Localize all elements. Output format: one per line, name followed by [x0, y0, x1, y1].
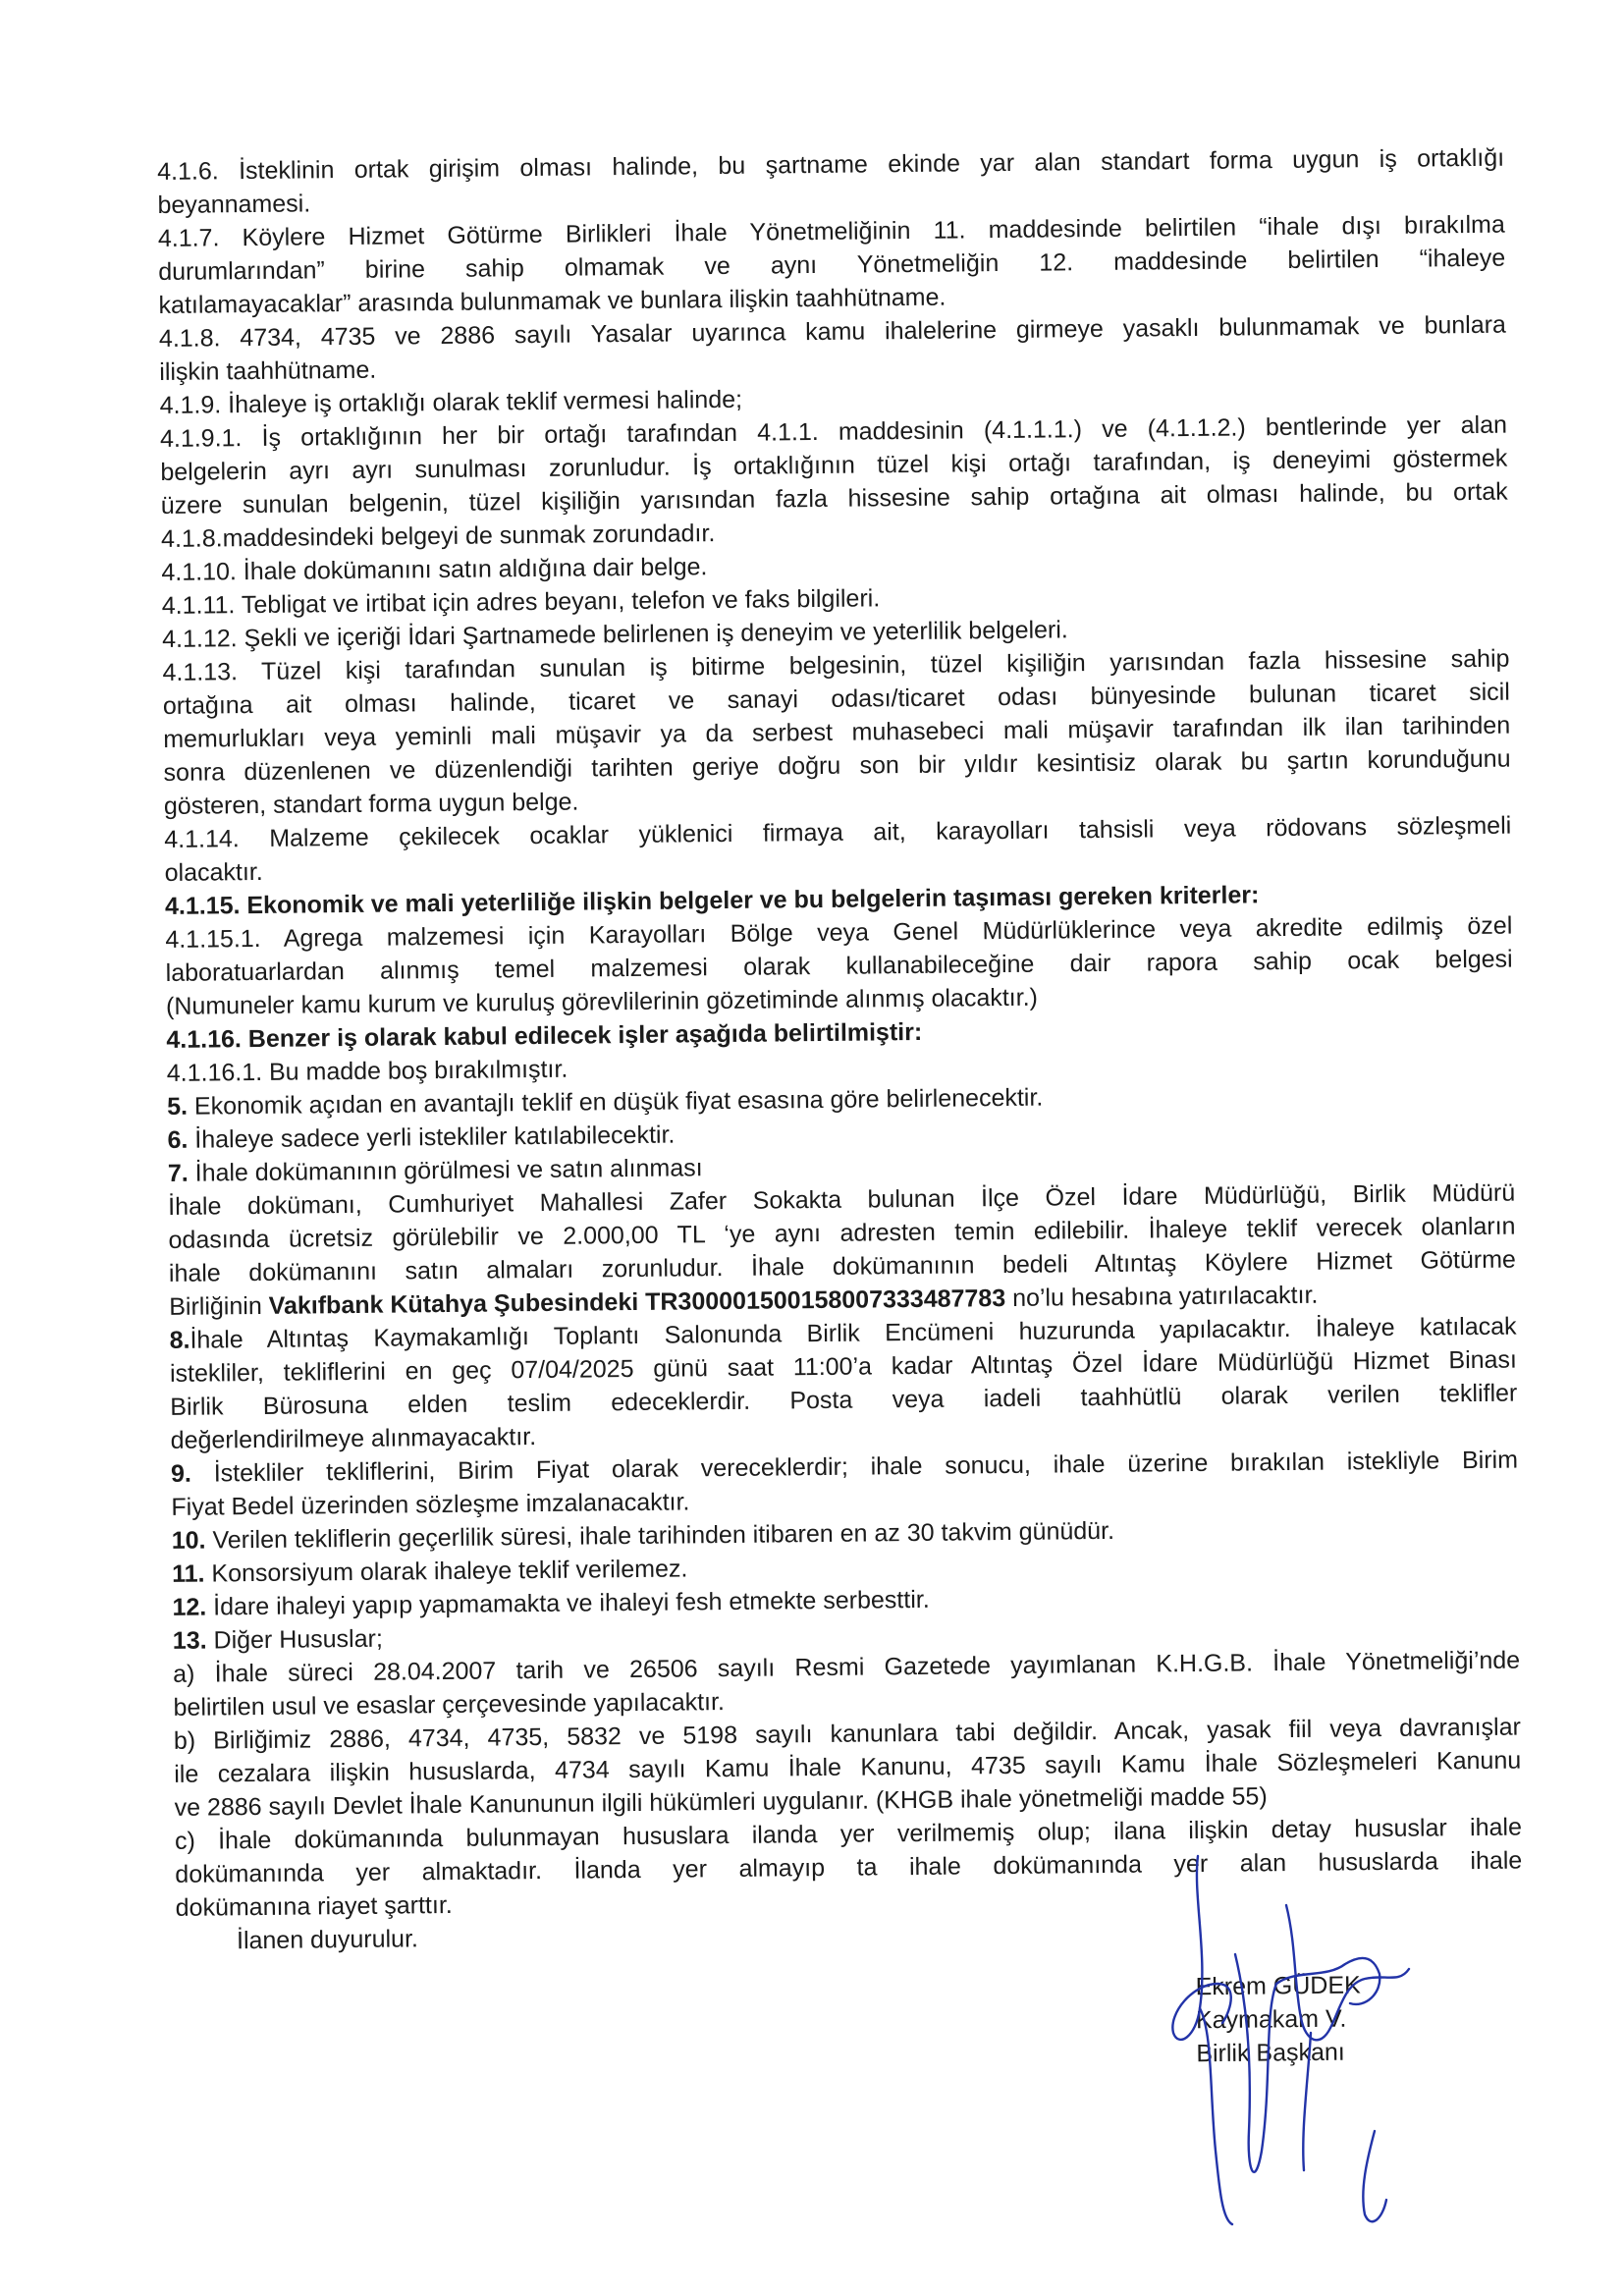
- document-body: [157, 141, 1523, 1958]
- line-text: ve 2886 sayılı Devlet İhale Kanununun ilgili hükümleri uygulanır. (KHGB ihale yönetmeliği madde 55): [174, 1782, 1268, 1822]
- line-text: ilişkin taahhütname.: [159, 355, 377, 386]
- line-text: 4.1.15.1. Agrega malzemesi için Karayolları Bölge veya Genel Müdürlüklerince veya akredite edilmiş özel: [165, 911, 1513, 954]
- line-text: dokümanına riayet şarttır.: [175, 1890, 453, 1922]
- line-text: Diğer Hususlar;: [206, 1624, 383, 1655]
- line-text: İhale dokümanının görülmesi ve satın alınması: [188, 1154, 703, 1187]
- line-text: İhaleye sadece yerli istekliler katılabilecektir.: [188, 1121, 676, 1154]
- line-text: İhale dokümanı, Cumhuriyet Mahallesi Zafer Sokakta bulunan İlçe Özel İdare Müdürlüğü, Birlik Müdürü: [168, 1178, 1516, 1221]
- line-text: Birlik Bürosuna elden teslim edeceklerdir. Posta veya iadeli taahhütlü olarak verilen teklifler: [170, 1379, 1518, 1421]
- line-text: Verilen tekliflerin geçerlilik süresi, ihale tarihinden itibaren en az 30 takvim günüdür.: [205, 1516, 1115, 1555]
- line-text: (Numuneler kamu kurum ve kuruluş görevlilerinin gözetiminde alınmış olacaktır.): [165, 983, 1039, 1020]
- line-text: ihale dokümanını satın almaları zorunludur. İhale dokümanının bedeli Altıntaş Köylere Hizmet Götürme: [168, 1245, 1516, 1287]
- handwritten-signature: [1139, 1836, 1434, 2249]
- line-text: odasında ücretsiz görülebilir ve 2.000,00 TL ‘ye aynı adresten temin edilebilir. İhaleye teklif verecek olanların: [168, 1212, 1516, 1254]
- line-text: Fiyat Bedel üzerinden sözleşme imzalanacaktır.: [171, 1488, 690, 1521]
- line-text: 4.1.8. 4734, 4735 ve 2886 sayılı Yasalar uyarınca kamu ihalelerine girmeye yasaklı bulunmamak ve bunlara: [158, 310, 1507, 353]
- signatory-name: Ekrem GÜDEK: [1195, 1971, 1361, 2001]
- line-text: Birliğinin: [169, 1291, 269, 1321]
- item-number: 12.: [172, 1593, 207, 1621]
- line-text: 4.1.13. Tüzel kişi tarafından sunulan iş bitirme belgesinin, tüzel kişiliğin yarısından fazla hissesine sahip: [162, 644, 1510, 686]
- line-text: katılamayacaklar” arasında bulunmamak ve bunlara ilişkin taahhütname.: [158, 283, 947, 319]
- line-text: beyannamesi.: [157, 190, 311, 219]
- line-text: 4.1.12. Şekli ve içeriği İdari Şartnamede belirlenen iş deneyim ve yeterlilik belgeleri.: [162, 616, 1068, 653]
- line-text: olacaktır.: [164, 857, 263, 887]
- line-text: istekliler, tekliflerini en geç 07/04/2025 günü saat 11:00’a kadar Altıntaş Özel İdare Müdürlüğü Hizmet Binası: [169, 1345, 1518, 1388]
- line-text: gösteren, standart forma uygun belge.: [163, 788, 579, 820]
- line-text: a) İhale süreci 28.04.2007 tarih ve 26506 sayılı Resmi Gazetede yayımlanan K.H.G.B. İhale Yönetmeliği’nde: [173, 1646, 1521, 1688]
- line-text: belirtilen usul ve esaslar çerçevesinde yapılacaktır.: [173, 1688, 726, 1722]
- line-text: Konsorsiyum olarak ihaleye teklif verilemez.: [204, 1555, 688, 1588]
- line-text: durumlarından” birine sahip olmamak ve aynı Yönetmeliğin 12. maddesinde belirtilen “ihaleye: [158, 244, 1506, 286]
- line-text: no’lu hesabına yatırılacaktır.: [1005, 1281, 1319, 1313]
- line-text: değerlendirilmeye alınmayacaktır.: [170, 1423, 537, 1454]
- line-text: 4.1.7. Köylere Hizmet Götürme Birlikleri İhale Yönetmeliğinin 11. maddesinde belirtilen “ihale dışı bırakılma: [157, 210, 1505, 252]
- line-text: 4.1.11. Tebligat ve irtibat için adres beyanı, telefon ve faks bilgileri.: [161, 584, 881, 620]
- line-text: b) Birliğimiz 2886, 4734, 4735, 5832 ve 5198 sayılı kanunlara tabi değildir. Ancak, yasak fiil veya davranışlar: [173, 1713, 1521, 1755]
- line-text: memurlukları veya yeminli mali müşavir ya da serbest muhasebeci mali müşavir tarafından ilk ilan tarihinden: [163, 711, 1511, 753]
- line-text: 4.1.16. Benzer iş olarak kabul edilecek işler aşağıda belirtilmiştir:: [166, 1017, 923, 1054]
- item-number: 9.: [170, 1459, 192, 1488]
- line-text: 4.1.9.1. İş ortaklığının her bir ortağı tarafından 4.1.1. maddesinin (4.1.1.1.) ve (4.1.1.2.) bentlerinde yer alan: [159, 410, 1508, 453]
- line-text: 4.1.14. Malzeme çekilecek ocaklar yüklenici firmaya ait, karayolları tahsisli veya rödovans sözleşmeli: [164, 811, 1512, 853]
- line-text: laboratuarlardan alınmış temel malzemesi olarak kullanabileceğine dair rapora sahip ocak belgesi: [165, 945, 1513, 987]
- line-text: İhale Altıntaş Kaymakamlığı Toplantı Salonunda Birlik Encümeni huzurunda yapılacaktır. İhaleye katılacak: [189, 1312, 1517, 1354]
- item-number: 13.: [172, 1626, 207, 1655]
- line-text: üzere sunulan belgenin, tüzel kişiliğin yarısından fazla hissesine sahip ortağına ait olması halinde, bu ortak: [160, 477, 1508, 519]
- signatory-role: Birlik Başkanı: [1196, 2038, 1345, 2068]
- line-text: belgelerin ayrı ayrı sunulması zorunludur. İş ortaklığının tüzel kişi ortağı tarafından, iş deneyimi göstermek: [160, 444, 1508, 486]
- bank-account: Vakıfbank Kütahya Şubesindeki TR300001500158007333487783: [268, 1285, 1006, 1320]
- line-text: ile cezalara ilişkin hususlarda, 4734 sayılı Kamu İhale Kanunu, 4735 sayılı Kamu İhale Sözleşmeleri Kanunu: [174, 1746, 1522, 1788]
- line-text: ortağına ait olması halinde, ticaret ve sanayi odası/ticaret odası bünyesinde bulunan ticaret sicil: [162, 678, 1510, 720]
- line-text: c) İhale dokümanında bulunmayan hususlara ilanda yer verilmemiş olup; ilana ilişkin detay hususlar ihale: [174, 1813, 1523, 1855]
- line-text: 4.1.16.1. Bu madde boş bırakılmıştır.: [166, 1055, 568, 1087]
- item-number: 11.: [171, 1559, 205, 1588]
- item-number: 8.: [169, 1326, 190, 1354]
- line-text: dokümanında yer almaktadır. İlanda yer almayıp ta ihale dokümanında yer alan hususlarda ihale: [175, 1846, 1523, 1888]
- signatory-title: Kaymakam V.: [1195, 2004, 1347, 2035]
- item-number: 5.: [167, 1092, 189, 1121]
- line-text: 4.1.15. Ekonomik ve mali yeterliliğe ilişkin belgeler ve bu belgelerin taşıması gereken kriterler:: [164, 881, 1260, 920]
- closing-line: İlanen duyurulur.: [236, 1925, 419, 1955]
- line-text: 4.1.10. İhale dokümanını satın aldığına dair belge.: [161, 553, 708, 586]
- line-text: 4.1.6. İsteklinin ortak girişim olması halinde, bu şartname ekinde yar alan standart forma uygun iş ortaklığı: [157, 143, 1505, 186]
- line-text: İstekliler tekliflerini, Birim Fiyat olarak vereceklerdir; ihale sonucu, ihale üzerine bırakılan istekliyle Birim: [190, 1446, 1519, 1488]
- line-text: 4.1.9. İhaleye iş ortaklığı olarak teklif vermesi halinde;: [159, 385, 743, 419]
- item-number: 6.: [167, 1125, 189, 1154]
- line-text: Ekonomik açıdan en avantajlı teklif en düşük fiyat esasına göre belirlenecektir.: [187, 1083, 1044, 1121]
- line-text: İdare ihaleyi yapıp yapmamakta ve ihaleyi fesh etmekte serbesttir.: [206, 1585, 930, 1621]
- item-number: 7.: [167, 1159, 189, 1187]
- line-text: 4.1.8.maddesindeki belgeyi de sunmak zorundadır.: [160, 519, 716, 553]
- line-text: sonra düzenlenen ve düzenlendiği tarihten geriye doğru son bir yıldır kesintisiz olarak bu şartın korunduğunu: [163, 744, 1511, 787]
- item-number: 10.: [171, 1526, 206, 1555]
